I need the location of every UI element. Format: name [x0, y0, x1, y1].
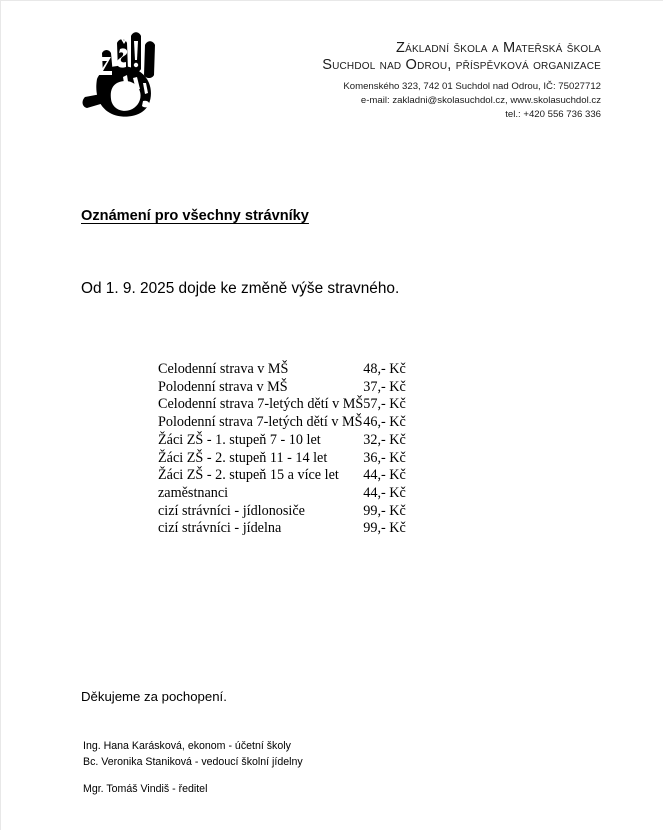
price-item-value: 57,- Kč [363, 396, 406, 413]
signature-block [83, 738, 303, 770]
thanks-line: Děkujeme za pochopení. [81, 689, 227, 704]
price-item-label: Žáci ZŠ - 2. stupeň 11 - 14 let [158, 449, 328, 466]
table-row [158, 432, 421, 450]
school-name-line-1: Základní škola a Mateřská škola [396, 40, 601, 56]
table-row [158, 414, 421, 432]
price-table [158, 361, 421, 538]
price-item-label: Celodenní strava 7-letých dětí v MŠ [158, 396, 364, 413]
signature-director: Mgr. Tomáš Vindiš - ředitel [83, 783, 208, 795]
table-row [158, 520, 421, 538]
handprint-logo-icon [77, 27, 161, 121]
price-item-label: Polodenní strava 7-letých dětí v MŠ [158, 414, 363, 431]
price-item-value: 99,- Kč [363, 502, 406, 519]
table-row [158, 396, 421, 414]
school-name-line-2: Suchdol nad Odrou, příspěvková organizace [322, 56, 601, 73]
price-item-value: 37,- Kč [363, 378, 406, 395]
page-title: Oznámení pro všechny strávníky [81, 208, 309, 224]
table-row [158, 503, 421, 521]
table-row [158, 485, 421, 503]
lead-sentence: Od 1. 9. 2025 dojde ke změně výše stravného. [81, 280, 400, 297]
price-item-value: 36,- Kč [363, 449, 406, 466]
table-row [158, 450, 421, 468]
letterhead [1, 1, 663, 151]
price-item-label: Celodenní strava v MŠ [158, 361, 289, 377]
price-item-label: Žáci ZŠ - 2. stupeň 15 a více let [158, 467, 339, 484]
school-email-web: e-mail: zakladni@skolasuchdol.cz, www.skolasuchdol.cz [360, 94, 601, 106]
price-item-value: 99,- Kč [363, 520, 406, 537]
table-row [158, 467, 421, 485]
price-item-label: cizí strávníci - jídelna [158, 520, 282, 537]
school-address: Komenského 323, 742 01 Suchdol nad Odrou, IČ: 75027712 [343, 80, 601, 92]
price-item-value: 44,- Kč [363, 467, 406, 484]
signature-economist: Ing. Hana Karásková, ekonom - účetní školy [83, 740, 291, 752]
price-table-body [158, 361, 421, 538]
price-item-label: Žáci ZŠ - 1. stupeň 7 - 10 let [158, 431, 321, 448]
price-item-label: Polodenní strava v MŠ [158, 378, 288, 395]
price-item-label: cizí strávníci - jídlonosiče [158, 502, 305, 519]
price-item-value: 48,- Kč [363, 361, 406, 377]
school-identity-block [322, 41, 601, 122]
price-item-value: 32,- Kč [363, 431, 406, 448]
signature-canteen-manager: Bc. Veronika Staniková - vedoucí školní jídelny [83, 756, 303, 769]
price-item-value: 46,- Kč [363, 414, 406, 431]
price-item-label: zaměstnanci [158, 484, 229, 501]
table-row [158, 361, 421, 379]
table-row [158, 379, 421, 397]
school-phone: tel.: +420 556 736 336 [505, 108, 601, 120]
contact-details [322, 80, 601, 122]
price-item-value: 44,- Kč [363, 484, 406, 501]
